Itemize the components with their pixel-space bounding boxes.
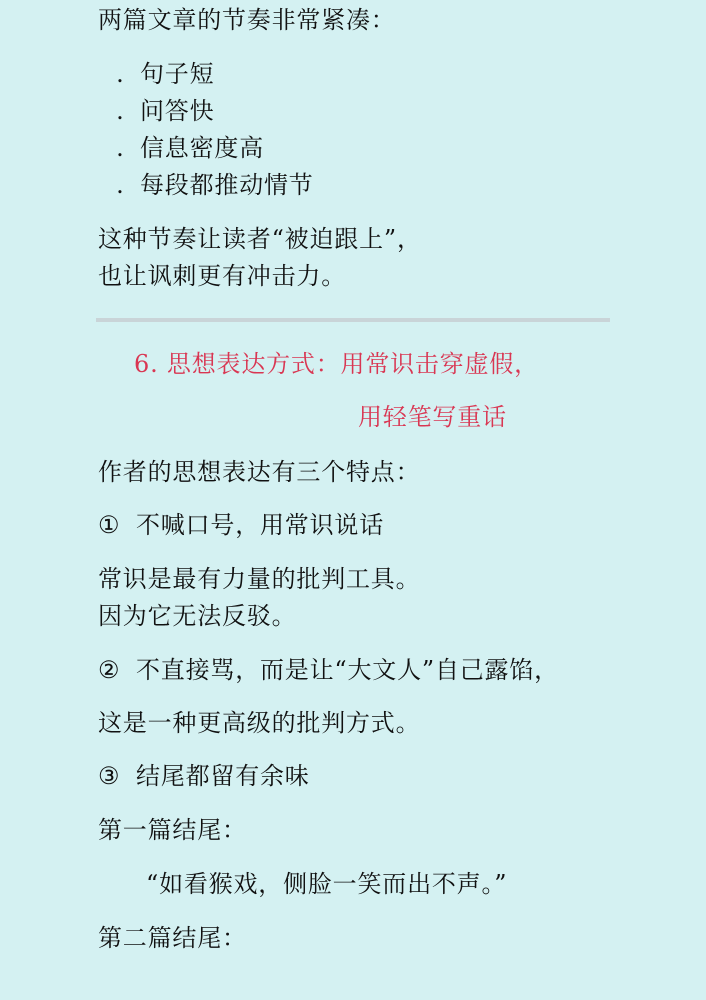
section-divider: [96, 318, 610, 322]
bullet-marker: .: [116, 60, 124, 88]
bullet-item-fast-qa: 问答快: [140, 97, 215, 125]
point-3-marker: ③: [98, 762, 121, 790]
rhythm-summary-line-2: 也让讽刺更有冲击力。: [98, 262, 346, 290]
section-6-heading-line-1: 6. 思想表达方式：用常识击穿虚假，: [134, 350, 539, 378]
rhythm-summary-line-1: 这种节奏让读者“被迫跟上”，: [98, 225, 422, 253]
bullet-marker: .: [116, 171, 124, 199]
ending-2-label: 第二篇结尾：: [98, 924, 247, 952]
point-1-marker: ①: [98, 511, 121, 539]
intro-text: 两篇文章的节奏非常紧凑：: [98, 6, 396, 34]
bullet-marker: .: [116, 97, 124, 125]
features-intro: 作者的思想表达有三个特点：: [98, 458, 421, 486]
point-3-title: 结尾都留有余味: [136, 762, 310, 790]
bullet-item-short-sentences: 句子短: [140, 60, 215, 88]
point-2-marker: ②: [98, 656, 121, 684]
point-1-line-2: 因为它无法反驳。: [98, 602, 297, 630]
point-2-title: 不直接骂，而是让“大文人”自己露馅，: [136, 656, 559, 684]
section-6-heading-line-2: 用轻笔写重话: [358, 403, 507, 431]
point-1-title: 不喊口号，用常识说话: [136, 511, 384, 539]
ending-1-label: 第一篇结尾：: [98, 816, 247, 844]
point-1-line-1: 常识是最有力量的批判工具。: [98, 565, 421, 593]
bullet-item-info-density: 信息密度高: [140, 134, 264, 162]
point-2-line: 这是一种更高级的批判方式。: [98, 709, 421, 737]
ending-1-quote: “如看猴戏，侧脸一笑而出不声。”: [146, 870, 508, 898]
bullet-marker: .: [116, 134, 124, 162]
bullet-item-plot-driving: 每段都推动情节: [140, 171, 314, 199]
